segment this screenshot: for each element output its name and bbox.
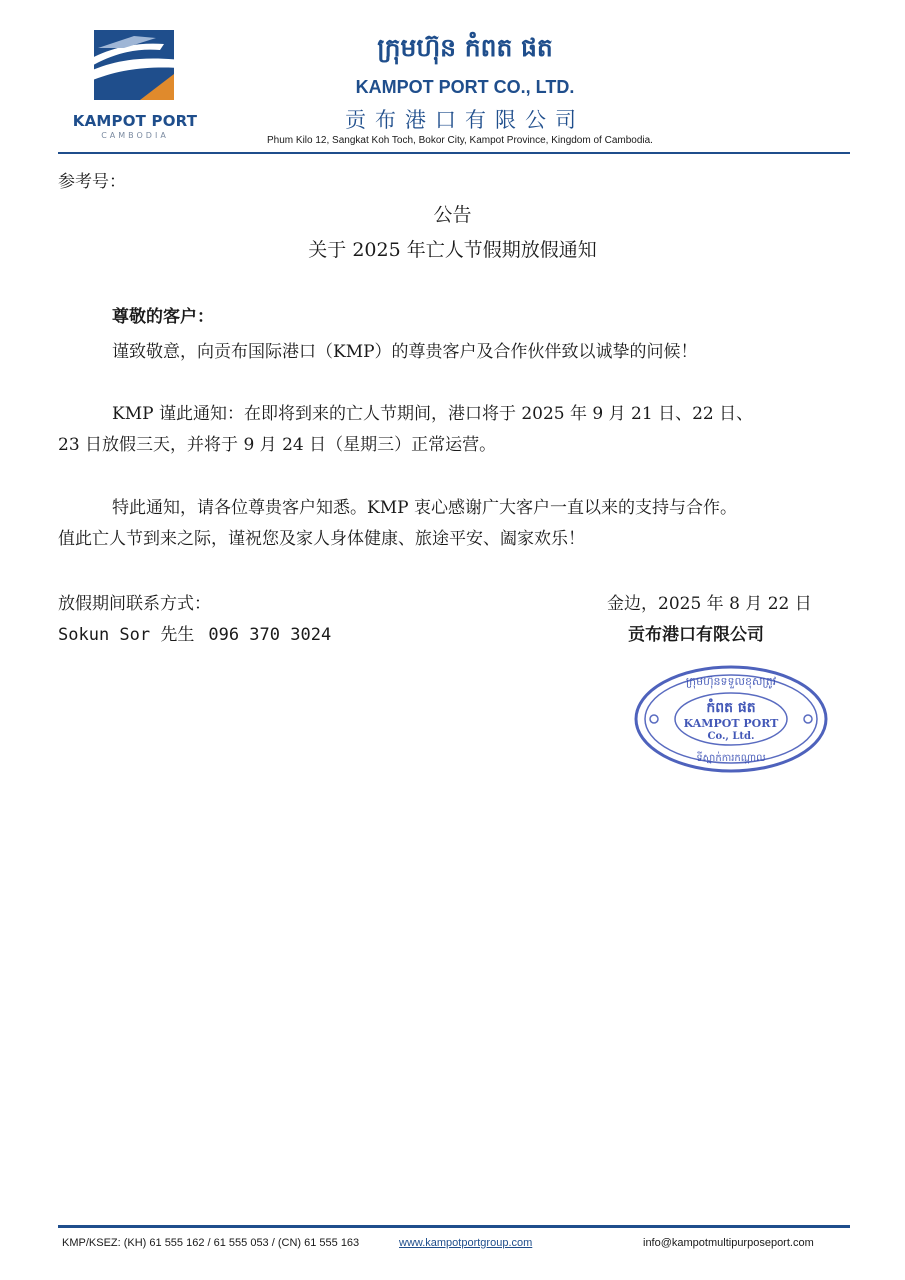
closing-paragraph-line-1: 特此通知，请各位尊贵客户知悉。KMP 衷心感谢广大客户一直以来的支持与合作。	[112, 498, 737, 518]
ship-logo-icon	[94, 30, 174, 100]
salutation: 尊敬的客户：	[112, 307, 214, 327]
closing-paragraph-line-2: 值此亡人节到来之际，谨祝您及家人身体健康、旅途平安、阖家欢乐！	[58, 529, 585, 549]
holiday-contact-label: 放假期间联系方式：	[58, 594, 211, 614]
signatory-company: 贡布港口有限公司	[628, 625, 764, 645]
holiday-notice-line-2: 23 日放假三天，并将于 9 月 24 日（星期三）正常运营。	[58, 435, 497, 455]
stamp-center-khmer: កំពត ផត	[706, 700, 756, 716]
company-logo	[60, 30, 210, 145]
letter-date: 金边，2025 年 8 月 22 日	[607, 594, 812, 614]
logo-subtitle: CAMBODIA	[101, 131, 169, 140]
holiday-notice-line-1: KMP 谨此通知：在即将到来的亡人节期间，港口将于 2025 年 9 月 21 日、22 日、	[112, 404, 754, 424]
stamp-center-english-2: Co., Ltd.	[707, 731, 755, 742]
logo-name: KAMPOT PORT	[72, 112, 198, 130]
holiday-contact	[58, 623, 331, 647]
company-name-english: KAMPOT PORT CO., LTD.	[355, 77, 575, 97]
footer-email: info@kampotmultipurposeport.com	[643, 1237, 814, 1249]
stamp-left-ornament-icon	[650, 715, 658, 723]
notice-title: 公告	[433, 204, 472, 226]
contact-phone-number: 096 370 3024	[208, 625, 332, 645]
footer-phone-numbers: KMP/KSEZ: (KH) 61 555 162 / 61 555 053 / (CN) 61 555 163	[62, 1237, 360, 1249]
company-name-khmer: ក្រុមហ៊ុន កំពត ផត	[377, 33, 553, 62]
header-divider	[58, 152, 850, 154]
company-name-chinese: 贡布港口有限公司	[345, 108, 585, 132]
footer-divider	[58, 1225, 850, 1228]
contact-person-name: Sokun Sor 先生	[58, 625, 195, 645]
stamp-outer-text: ក្រុមហ៊ុនទទួលខុសត្រូវ	[685, 675, 777, 688]
footer-website-link[interactable]: www.kampotportgroup.com	[399, 1237, 533, 1249]
stamp-bottom-text: ទីស្នាក់ការកណ្ដាល	[696, 753, 766, 764]
stamp-right-ornament-icon	[804, 715, 812, 723]
company-address: Phum Kilo 12, Sangkat Koh Toch, Bokor City, Kampot Province, Kingdom of Cambodia.	[267, 135, 653, 146]
reference-number-label: 参考号：	[58, 172, 126, 192]
company-seal-stamp	[632, 663, 830, 775]
greeting-paragraph: 谨致敬意，向贡布国际港口（KMP）的尊贵客户及合作伙伴致以诚挚的问候！	[112, 342, 698, 362]
notice-subtitle: 关于 2025 年亡人节假期放假通知	[308, 239, 597, 261]
stamp-center-english: KAMPOT PORT	[683, 717, 779, 730]
